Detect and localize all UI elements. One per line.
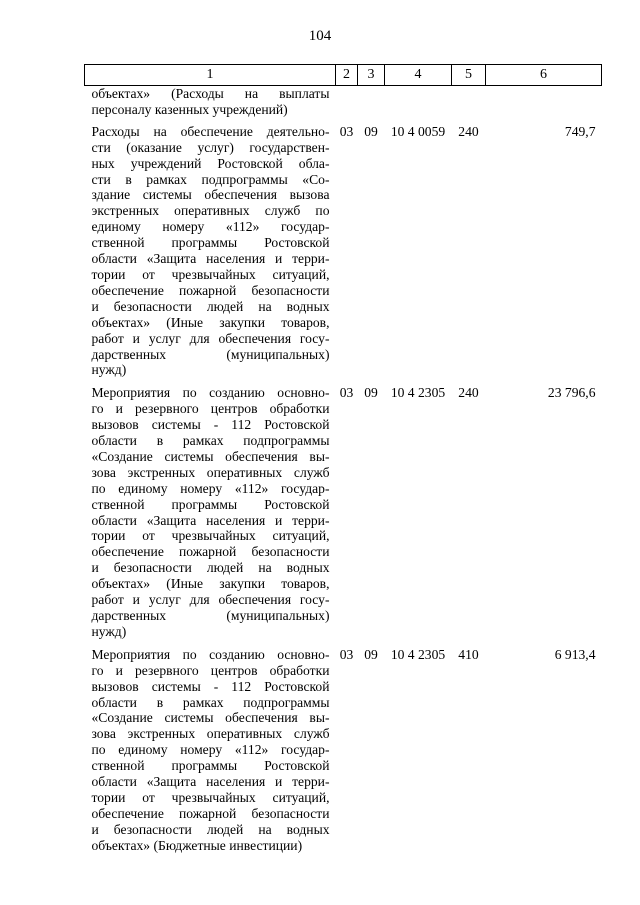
description-line: ных учреждений Ростовской обла- — [91, 155, 330, 171]
description-line: нужд) — [91, 362, 127, 378]
description-line: го и резервного центров обработки — [91, 662, 330, 678]
description-line: обеспечение пожарной безопасности — [91, 282, 330, 298]
row-rz: 03 — [339, 385, 354, 401]
description-line: единому номеру «112» государ- — [91, 219, 330, 235]
description-line: и безопасности людей на водных — [91, 560, 330, 576]
description-line: области в рамках подпрограммы — [91, 694, 330, 710]
description-line: персоналу казенных учреждений) — [91, 101, 288, 117]
row-vr: 240 — [458, 385, 479, 401]
table-row — [85, 647, 602, 861]
header-col-1: 1 — [85, 65, 336, 86]
description-line: работ и услуг для обеспечения госу- — [91, 330, 330, 346]
description-line: области «Защита населения и терри- — [91, 774, 330, 790]
row-rz: 03 — [339, 123, 354, 139]
row-pr: 09 — [364, 123, 378, 139]
row-amount: 749,7 — [564, 123, 596, 139]
row-pr — [358, 86, 385, 124]
row-description — [85, 385, 336, 647]
row-description — [85, 647, 336, 861]
description-line: работ и услуг для обеспечения госу- — [91, 592, 330, 608]
row-csr: 10 4 2305 — [390, 385, 446, 401]
row-csr — [385, 86, 452, 124]
row-rz — [336, 86, 358, 124]
header-col-5: 5 — [452, 65, 486, 86]
description-line: области «Защита населения и терри- — [91, 512, 330, 528]
header-row — [85, 65, 602, 86]
description-line: обеспечение пожарной безопасности — [91, 544, 330, 560]
description-line: вызовов системы - 112 Ростовской — [91, 417, 330, 433]
description-line: сти в рамках подпрограммы «Со- — [91, 171, 330, 187]
description-line: дарственных (муниципальных) — [91, 608, 330, 623]
description-line: Расходы на обеспечение деятельно- — [91, 123, 330, 139]
description-line: зова экстренных оперативных служб — [91, 726, 330, 742]
description-line: обеспечение пожарной безопасности — [91, 805, 330, 821]
row-pr: 09 — [364, 646, 378, 662]
description-line: по единому номеру «112» государ- — [91, 480, 330, 496]
row-vr — [452, 86, 486, 124]
description-line: тории от чрезвычайных ситуаций, — [91, 789, 330, 805]
header-col-4: 4 — [385, 65, 452, 86]
row-rz: 03 — [339, 646, 354, 662]
page-number: 104 — [308, 28, 332, 44]
row-csr: 10 4 0059 — [390, 123, 446, 139]
row-amount: 23 796,6 — [547, 385, 596, 401]
description-line: го и резервного центров обработки — [91, 401, 330, 417]
row-description — [85, 86, 336, 124]
description-line: объектах» (Иные закупки товаров, — [91, 314, 330, 330]
description-line: объектах» (Расходы на выплаты — [91, 86, 330, 101]
row-description — [85, 124, 336, 386]
description-line: Мероприятия по созданию основно- — [91, 385, 330, 401]
description-line: ственной программы Ростовской — [91, 496, 330, 512]
description-line: ственной программы Ростовской — [91, 235, 330, 251]
table-row — [85, 385, 602, 647]
row-amount: 6 913,4 — [554, 646, 596, 662]
header-col-3: 3 — [358, 65, 385, 86]
description-line: нужд) — [91, 623, 127, 639]
description-line: «Создание системы обеспечения вы- — [91, 448, 330, 464]
description-line: области в рамках подпрограммы — [91, 433, 330, 449]
row-amount — [486, 86, 602, 124]
description-line: объектах» (Иные закупки товаров, — [91, 576, 330, 592]
description-line: области «Защита населения и терри- — [91, 251, 330, 267]
header-col-2: 2 — [336, 65, 358, 86]
description-line: зова экстренных оперативных служб — [91, 464, 330, 480]
table-row — [85, 124, 602, 386]
description-line: по единому номеру «112» государ- — [91, 742, 330, 758]
description-line: и безопасности людей на водных — [91, 821, 330, 837]
budget-table — [84, 64, 602, 861]
description-line: ственной программы Ростовской — [91, 758, 330, 774]
description-line: здание системы обеспечения вызова — [91, 187, 330, 203]
row-csr: 10 4 2305 — [390, 646, 446, 662]
description-line: Мероприятия по созданию основно- — [91, 646, 330, 662]
table-row — [85, 86, 602, 124]
description-line: «Создание системы обеспечения вы- — [91, 710, 330, 726]
description-line: тории от чрезвычайных ситуаций, — [91, 266, 330, 282]
header-col-6: 6 — [486, 65, 602, 86]
table-body — [85, 86, 602, 861]
row-vr: 410 — [458, 646, 479, 662]
description-line: дарственных (муниципальных) — [91, 346, 330, 362]
row-vr: 240 — [458, 123, 479, 139]
description-line: вызовов системы - 112 Ростовской — [91, 678, 330, 694]
description-line: экстренных оперативных служб по — [91, 203, 330, 219]
row-pr: 09 — [364, 385, 378, 401]
description-line: тории от чрезвычайных ситуаций, — [91, 528, 330, 544]
description-line: и безопасности людей на водных — [91, 298, 330, 314]
description-line: сти (оказание услуг) государствен- — [91, 139, 330, 155]
description-line: объектах» (Бюджетные инвестиции) — [91, 837, 303, 853]
